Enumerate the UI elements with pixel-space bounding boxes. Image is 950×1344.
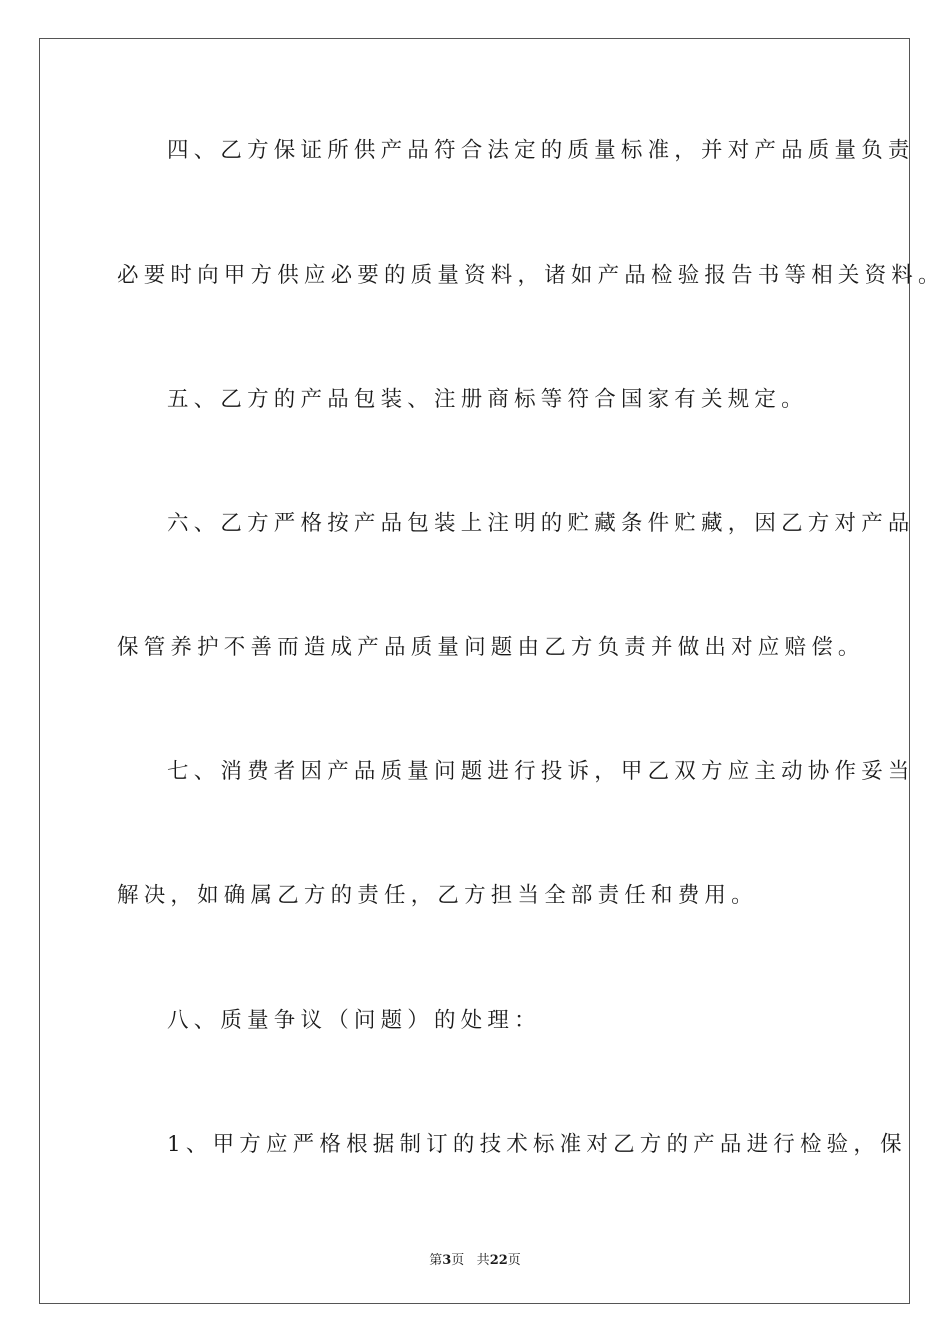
paragraph-line: 八、质量争议（问题）的处理：	[167, 1008, 541, 1033]
page-prefix: 第	[429, 1253, 443, 1268]
paragraph-line: 解决，如确属乙方的责任，乙方担当全部责任和费用。	[117, 883, 758, 908]
total-suffix: 页	[507, 1253, 521, 1268]
page-footer	[0, 1249, 950, 1268]
paragraph-line: 六、乙方严格按产品包装上注明的贮藏条件贮藏，因乙方对产品	[167, 511, 915, 536]
paragraph-line: 必要时向甲方供应必要的质量资料，诸如产品检验报告书等相关资料。	[117, 263, 945, 288]
total-prefix: 共	[476, 1253, 490, 1268]
page-border	[39, 38, 910, 1304]
paragraph-line: 五、乙方的产品包装、注册商标等符合国家有关规定。	[167, 387, 808, 412]
paragraph-line: 1、甲方应严格根据制订的技术标准对乙方的产品进行检验，保	[167, 1132, 907, 1157]
paragraph-line: 保管养护不善而造成产品质量问题由乙方负责并做出对应赔偿。	[117, 635, 865, 660]
total-pages: 22	[489, 1253, 508, 1268]
paragraph-line: 四、乙方保证所供产品符合法定的质量标准，并对产品质量负责	[167, 138, 915, 163]
page-suffix: 页	[451, 1253, 465, 1268]
page-number: 3	[442, 1253, 452, 1268]
paragraph-line: 七、消费者因产品质量问题进行投诉，甲乙双方应主动协作妥当	[167, 759, 915, 784]
